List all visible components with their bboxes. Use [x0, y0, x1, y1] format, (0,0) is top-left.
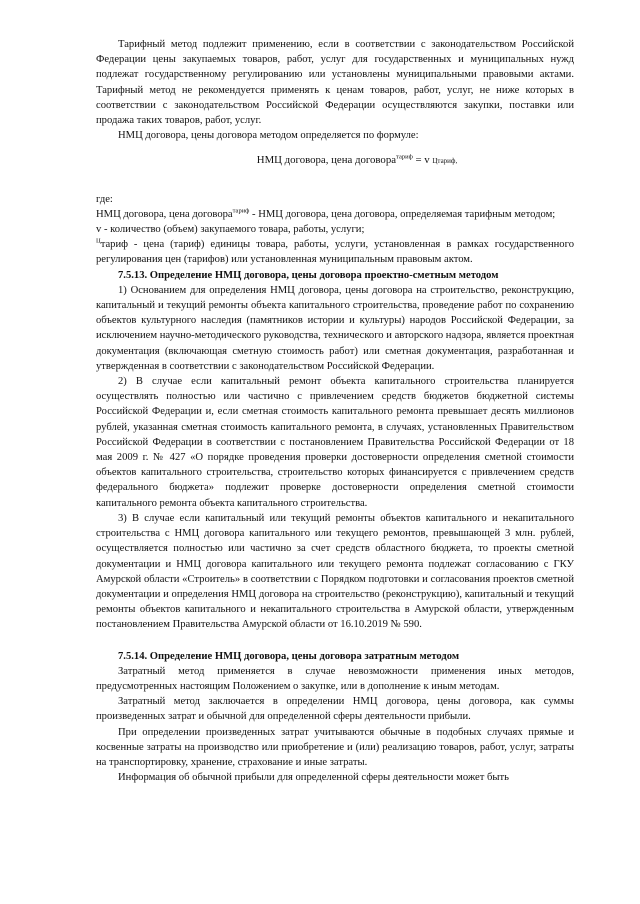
- formula-sup: тариф: [396, 153, 413, 161]
- definition-v: v - количество (объем) закупаемого товара, работы, услуги;: [96, 224, 365, 236]
- paragraph-cost-4: Информация об обычной прибыли для определенной сферы деятельности может быть: [118, 772, 509, 784]
- paragraph-formula-intro: НМЦ договора, цены договора методом определяется по формуле:: [118, 130, 419, 142]
- formula-sub: Цтариф,: [432, 157, 458, 166]
- section-heading-7-5-14: 7.5.14. Определение НМЦ договора, цены договора затратным методом: [118, 650, 460, 662]
- definition-tariff-text: тариф - цена (тариф) единицы товара, работы, услуги, установленная в рамках государственного регулирования цен (тарифов) или установленная муниципальным правовым актом.: [96, 239, 574, 266]
- formula-right: = v: [412, 154, 433, 167]
- paragraph-tariff-method: Тарифный метод подлежит применению, если в соответствии с законодательством Российской Федерации цены закупаемых товаров, работ, услуг для государственных и муниципальных нужд подлежат государственному регулированию или установлены муниципальными правовыми актами. Тарифный метод не рекомендуется применять к ценам товаров, работ, услуг, не ниже которых в соответствии с законодательством Российской Федерации осуществляются закупки, поставки или продажа таких товаров, работ, услуг.: [96, 39, 574, 127]
- paragraph-estimate-2: 2) В случае если капитальный ремонт объекта капитального строительства планируется осуществлять полностью или частично с привлечением средств бюджетов бюджетной системы Российской Федерации и, если сметная стоимость капитального ремонта превышает десять миллионов рублей, указанная сметная стоимость капитального ремонта, в случаях, установленных Правительством Российской Федерации в соответствии с постановлением Правительства Российской Федерации от 18 мая 2009 г. № 427 «О порядке проведения проверки достоверности определения сметной стоимости объектов капитального строительства, строительство которых финансируется с привлечением средств федерального бюджета» подлежит проверке достоверности определения сметной стоимости капитального ремонта объекта капитального строительства.: [96, 376, 574, 509]
- formula-left: НМЦ договора, цена договора: [256, 154, 397, 167]
- paragraph-cost-1: Затратный метод применяется в случае невозможности применения иных методов, предусмотренных настоящим Положением о закупке, или в дополнение к иным методам.: [96, 665, 574, 692]
- definition-nmc: [96, 207, 574, 222]
- paragraph-estimate-1: 1) Основанием для определения НМЦ договора, цены договора на строительство, реконструкцию, капитальный и текущий ремонты объекта капитального строительства, проведение работ по сохранению объектов культурного наследия (памятников истории и культуры) народов Российской Федерации, за исключением научно-методического руководства, технического и авторского надзора, является проектная документация (включающая сметную стоимость работ) или сметная документация, разработанная и утвержденная в соответствии с законодательством Российской Федерации.: [96, 284, 574, 372]
- where-label: где:: [96, 193, 113, 205]
- paragraph-cost-3: При определении произведенных затрат учитываются обычные в подобных случаях прямые и косвенные затраты на производство или приобретение и (или) реализацию товаров, работ, услуг, затраты на транспортировку, хранение, страхование и иные затраты.: [96, 726, 574, 768]
- definition-nmc-text: - НМЦ договора, цена договора, определяемая тарифным методом;: [249, 208, 556, 220]
- definition-tariff-sup: Ц: [96, 237, 101, 245]
- formula-tariff: [140, 153, 574, 169]
- section-spacer: [96, 633, 574, 649]
- definition-nmc-sup: тариф: [232, 207, 250, 215]
- definition-tariff: [96, 237, 574, 267]
- definition-nmc-term: НМЦ договора, цена договора: [96, 208, 233, 220]
- section-heading-7-5-13: 7.5.13. Определение НМЦ договора, цены договора проектно-сметным методом: [118, 269, 499, 281]
- document-body: [96, 37, 574, 785]
- paragraph-cost-2: Затратный метод заключается в определении НМЦ договора, цены договора, как суммы произведенных затрат и обычной для определенной сферы деятельности прибыли.: [96, 696, 574, 723]
- paragraph-estimate-3: 3) В случае если капитальный или текущий ремонты объектов капитального и некапитального строительства с НМЦ договора капитального или текущего ремонтов, превышающей 3 млн. рублей, осуществляется полностью или частично за счет средств областного бюджета, то проекты сметной документации и НМЦ договора капитального или текущего ремонта подлежат согласованию с ГКУ Амурской области «Строитель» в соответствии с Порядком подготовки и согласования проектов сметной документации и определения НМЦ договора на строительство (реконструкцию), капитальный и текущий ремонты объектов капитального и некапитального строительства в Амурской области, утвержденным постановлением Правительства Амурской области от 16.10.2019 № 590.: [96, 512, 574, 631]
